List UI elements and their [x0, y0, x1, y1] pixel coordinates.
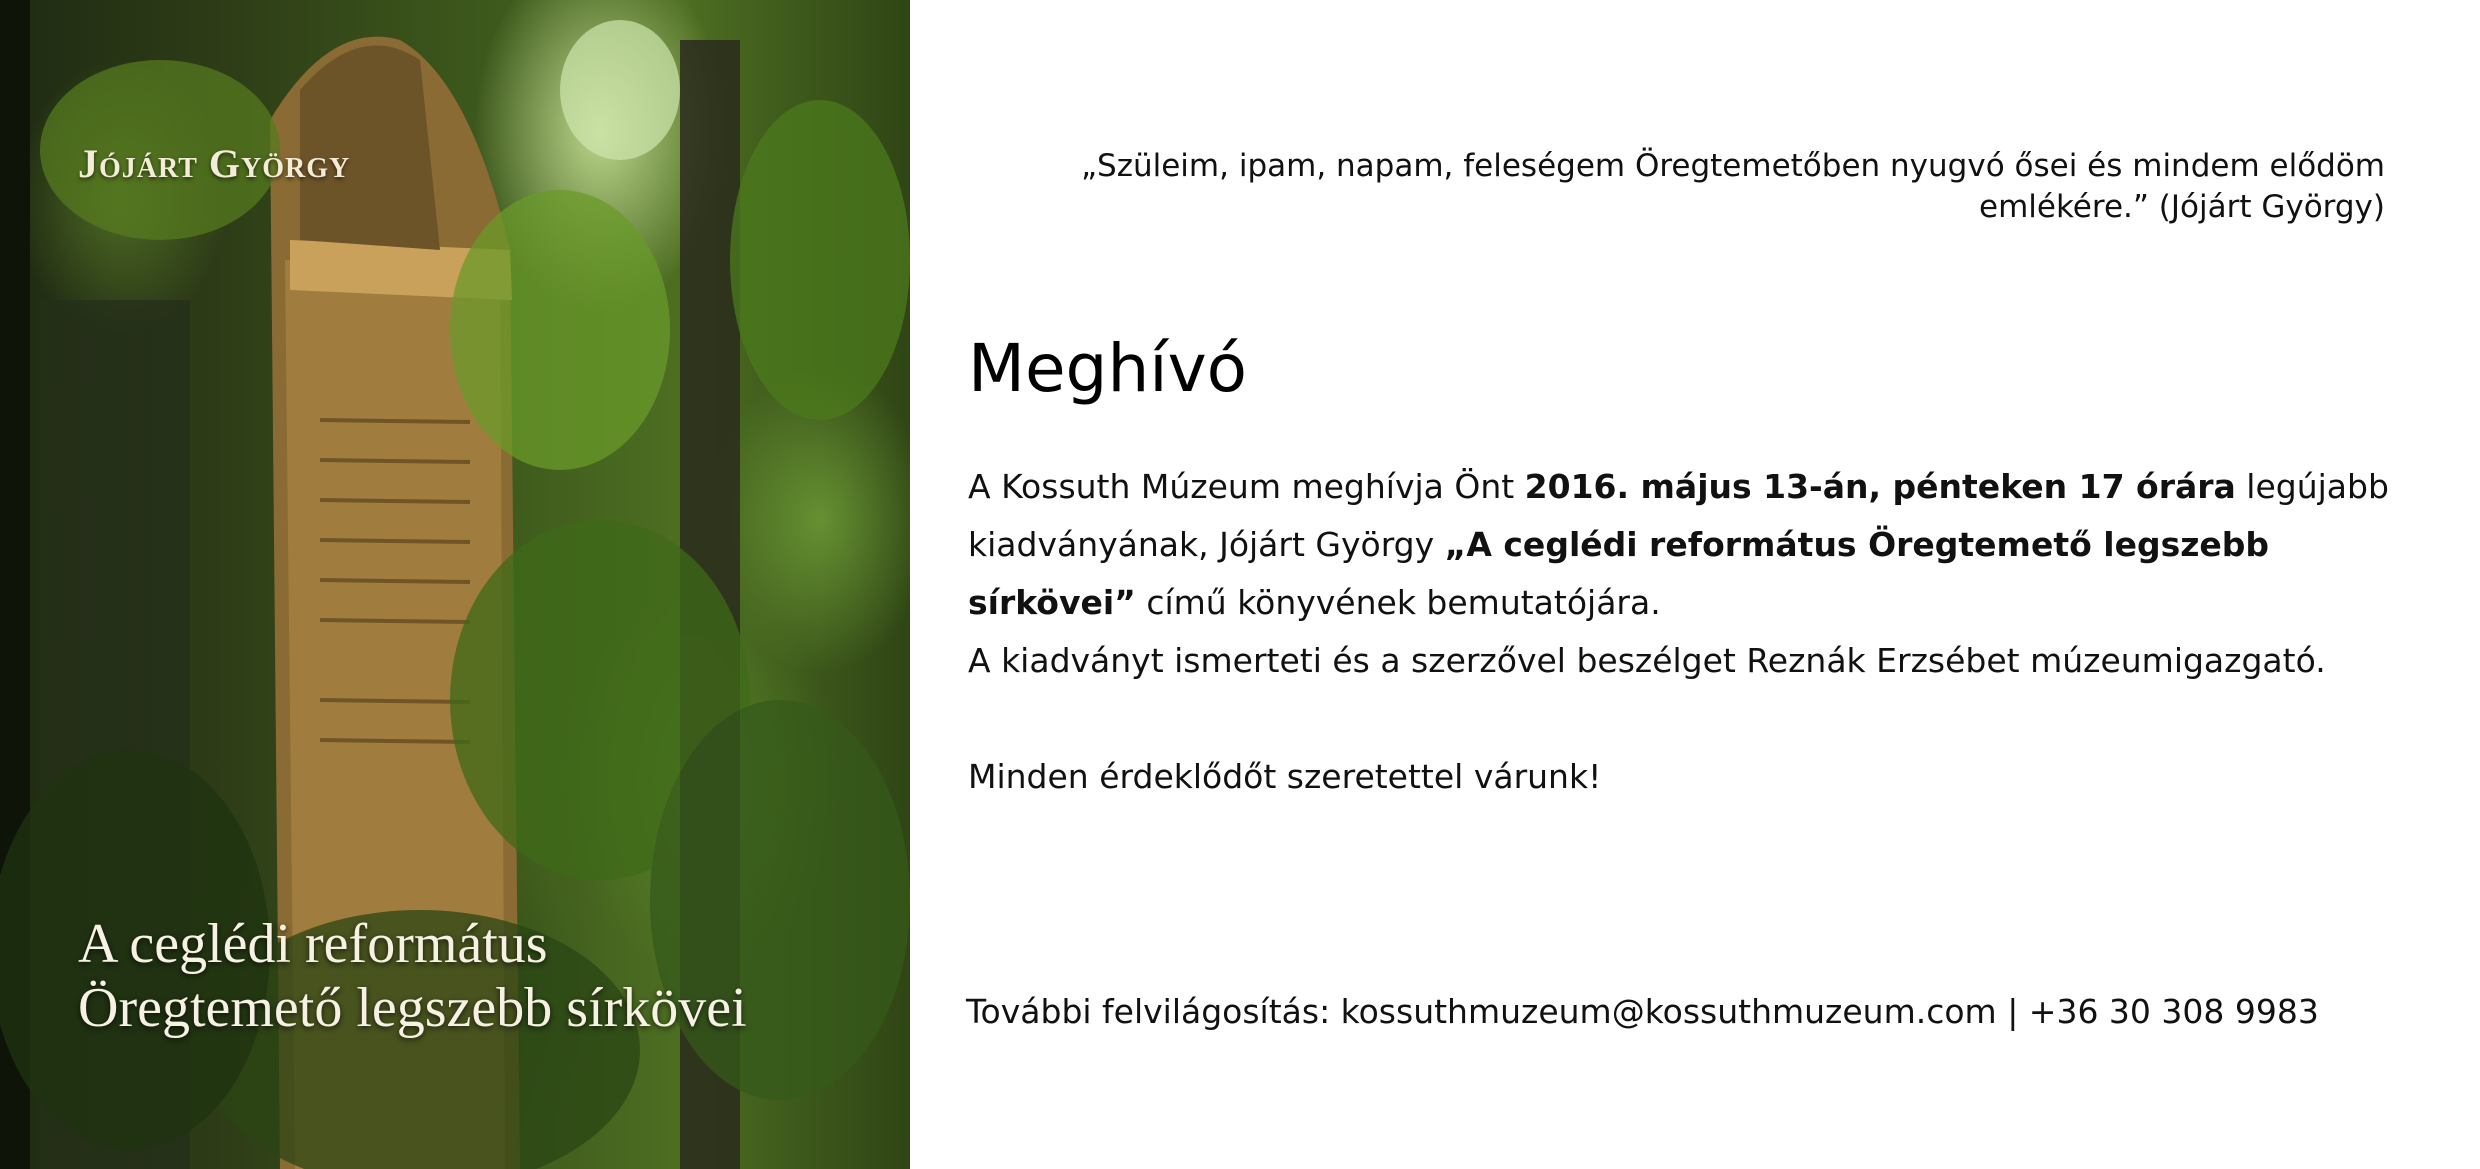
invitation-heading: Meghívó [968, 330, 1248, 407]
event-datetime: 2016. május 13-án, pénteken 17 órára [1524, 467, 2236, 506]
book-cover [0, 0, 910, 1169]
invitation-paragraph: A kiadványt ismerteti és a szerzővel beszélget Reznák Erzsébet múzeumigazgató. [968, 641, 2326, 680]
book-title: „A ceglédi református Öregtemető legszebb sírkövei” [968, 525, 2270, 622]
body-text: című könyvének bemutatójára. [1135, 583, 1661, 622]
cover-title-line: Öregtemető legszebb sírkövei [78, 977, 747, 1039]
paragraph-spacer [968, 690, 2408, 748]
cover-author: Jójárt György [78, 141, 351, 186]
dedication-quote [985, 146, 2385, 228]
closing-line: Minden érdeklődőt szeretettel várunk! [968, 757, 1602, 796]
dedication-line: „Szüleim, ipam, napam, feleségem Öregtemetőben nyugvó ősei és mindem elődöm [1080, 148, 2385, 184]
invitation-paragraph [968, 458, 2408, 632]
contact-info: További felvilágosítás: kossuthmuzeum@kossuthmuzeum.com | +36 30 308 9983 [966, 992, 2319, 1031]
body-text: A Kossuth Múzeum meghívja Önt [968, 467, 1525, 506]
invitation-body [968, 458, 2408, 806]
cover-title [78, 912, 747, 1040]
body-text: legújabb kiadványának, Jójárt György [968, 467, 2389, 564]
cover-title-line: A ceglédi református [78, 913, 548, 975]
dedication-line: emlékére.” (Jójárt György) [1979, 189, 2385, 225]
